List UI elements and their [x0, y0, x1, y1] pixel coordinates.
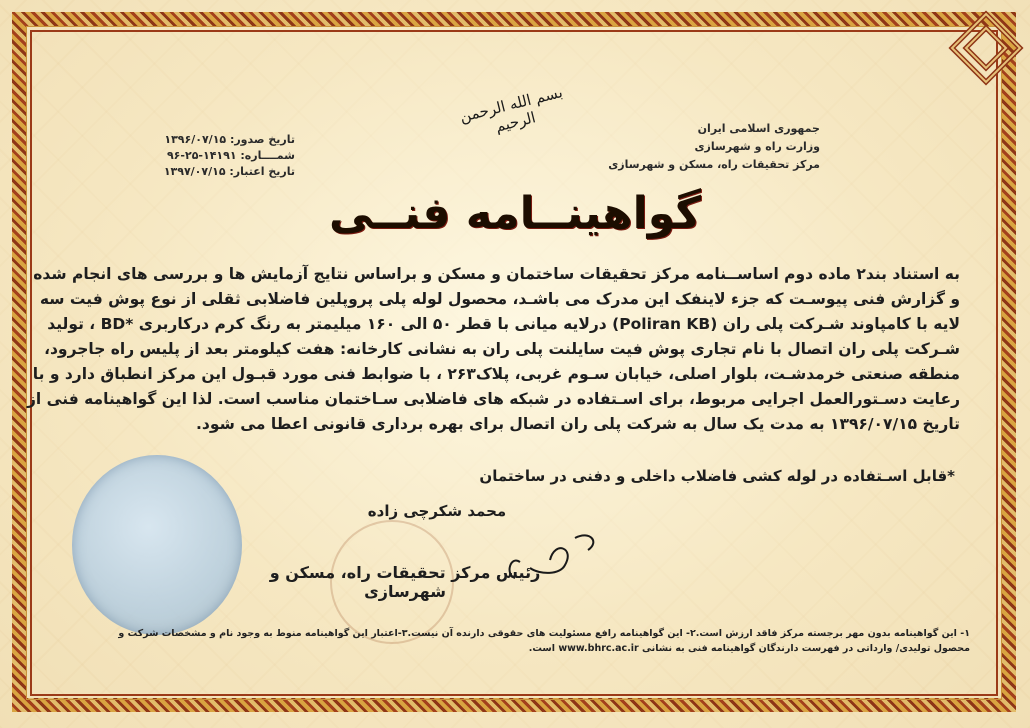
org-line-ministry: وزارت راه و شهرسازی	[694, 140, 820, 153]
issue-date: تاریخ صدور: ۱۳۹۶/۰۷/۱۵	[164, 133, 295, 146]
body-line-3: لایه با کامپاوند شـرکت پلی ران (Poliran KB) درلایه میانی با قطر ۵۰ الی ۱۶۰ میلیمتر به رنگ کرم درکاربری *BD ، تولید	[47, 315, 960, 333]
body-line-7: تاریخ ۱۳۹۶/۰۷/۱۵ به مدت یک سال به شرکت پلی ران اتصال برای بهره برداری قانونی اعطا می شود.	[196, 415, 960, 433]
signer-name: محمد شکرچی زاده	[367, 502, 507, 520]
body-line-1: به استناد بند۲ ماده دوم اساســنامه مرکز تحقیقات ساختمان و مسکن و براساس نتایج آزمایش ها و بررسی های انجام شده	[33, 265, 960, 283]
certificate-meta	[125, 132, 295, 180]
body-line-2: و گزارش فنی پیوسـت که جزء لاینفک این مدرک می باشـد، محصول لوله پلی پروپلین فاضلابی ثقلی از نوع پوش فیت سه	[39, 290, 960, 308]
validity-date: تاریخ اعتبار: ۱۳۹۷/۰۷/۱۵	[163, 165, 295, 178]
bismillah-text: بسم الله الرحمن الرحیم	[457, 83, 565, 136]
embossed-seal-icon	[72, 455, 242, 635]
body-line-4: شـرکت پلی ران اتصال با نام تجاری پوش فیت سایلنت پلی ران به نشانی کارخانه: هفت کیلومتر بعد از پلیس راه جاجرود،	[44, 340, 960, 358]
certificate-body	[26, 262, 960, 437]
footer-line-2: محصول تولیدی/ وارداتی در فهرست دارندگان گواهینامه فنی به نشانی www.bhrc.ac.ir است.	[528, 643, 970, 654]
signer-title: رئیس مرکز تحقیقات راه، مسکن و شهرسازی	[269, 563, 541, 601]
footer-line-1: ۱- این گواهینامه بدون مهر برجسته مرکز فاقد ارزش است.۲- این گواهینامه رافع مسئولیت های حقوقی دارنده آن نیست.۳-اعتبار این گواهینامه منوط به وجود نام و مشخصات شرکت و	[118, 628, 970, 639]
body-line-5: منطقه صنعتی خرمدشـت، بلوار اصلی، خیابان سـوم غربی، پلاک۲۶۳ ، با ضوابط فنی مورد قبـول این مرکز انطباق دارد و با	[32, 365, 960, 383]
page-title: گواهینــامه فنــی	[329, 188, 701, 239]
corner-knot-icon	[946, 8, 1026, 88]
body-line-6: رعایت دسـتورالعمل اجرایی مربوط، برای اسـتفاده در شبکه های فاضلابی سـاختمان مناسب است. لذا این گواهینامه فنی از	[26, 390, 960, 408]
org-line-country: جمهوری اسلامی ایران	[697, 122, 820, 135]
certificate-number: شمــــاره: ۱۴۱۹۱-۲۵-۹۶	[166, 149, 295, 162]
usage-note: *قابل اسـتفاده در لوله کشی فاضلاب داخلی و دفنی در ساختمان	[479, 467, 955, 485]
issuing-organization	[580, 120, 820, 174]
org-line-center: مرکز تحقیقات راه، مسکن و شهرسازی	[608, 158, 820, 171]
footer-notes	[60, 626, 970, 656]
